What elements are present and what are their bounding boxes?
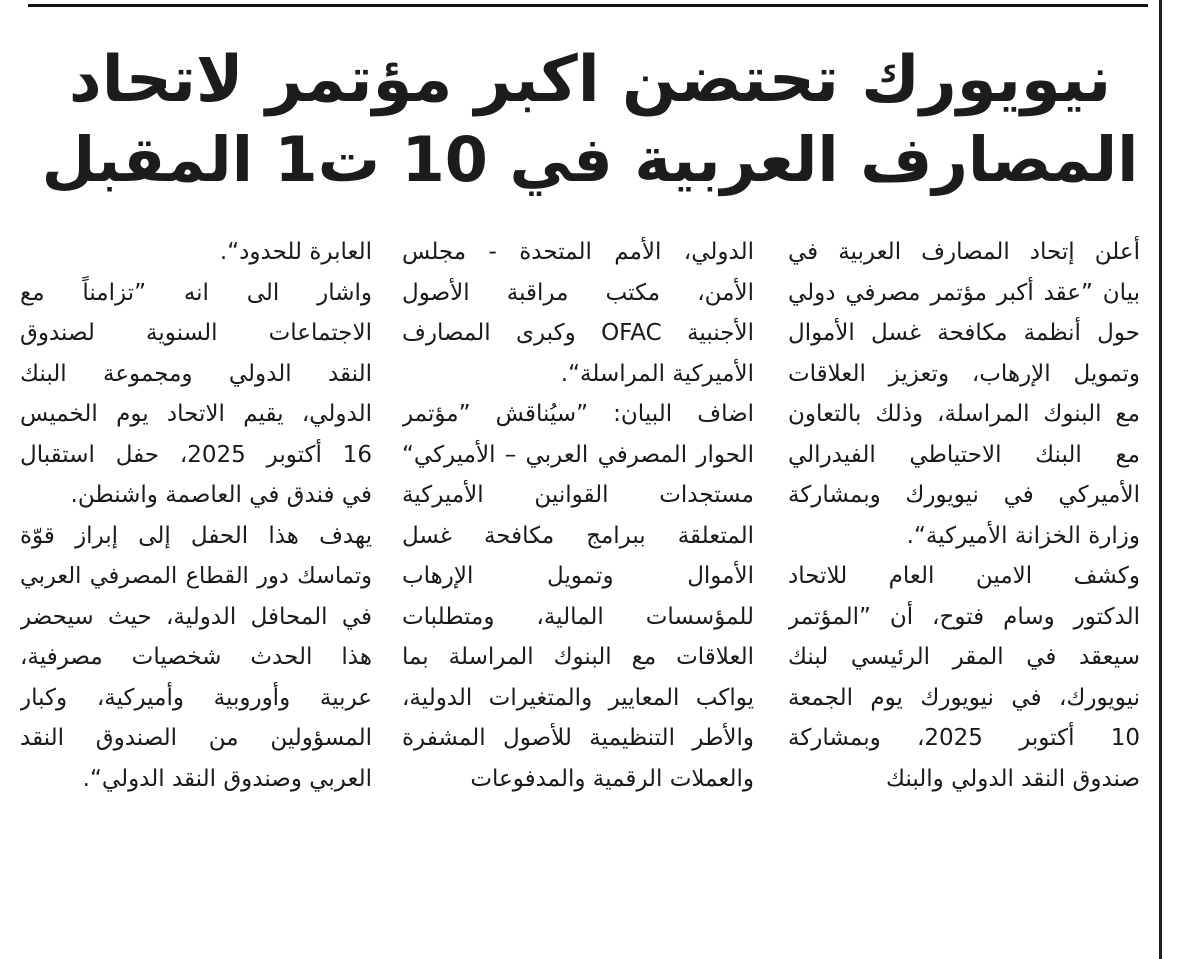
article-line: الاجتماعات السنوية لصندوق bbox=[20, 320, 372, 346]
article-line: 16 أكتوبر 2025، حفل استقبال bbox=[20, 441, 372, 468]
article-line: حول أنظمة مكافحة غسل الأموال bbox=[788, 320, 1140, 346]
article-line: النقد الدولي ومجموعة البنك bbox=[20, 360, 372, 387]
headline bbox=[40, 40, 1140, 200]
article-line: الأميركي في نيويورك وبمشاركة bbox=[788, 482, 1140, 508]
article-line: يواكب المعايير والمتغيرات الدولية، bbox=[402, 684, 754, 711]
article-line: مع البنوك المراسلة، وذلك بالتعاون bbox=[788, 401, 1140, 427]
article-line: واشار الى انه ”تزامناً مع bbox=[20, 279, 372, 306]
article-line: والعملات الرقمية والمدفوعات bbox=[470, 765, 754, 792]
article-line: سيعقد في المقر الرئيسي لبنك bbox=[788, 644, 1140, 670]
article-line: مع البنك الاحتياطي الفيدرالي bbox=[788, 441, 1140, 468]
article-line: للمؤسسات المالية، ومتطلبات bbox=[402, 603, 754, 630]
article-column-3 bbox=[20, 232, 372, 799]
article-line: المتعلقة ببرامج مكافحة غسل bbox=[402, 522, 754, 549]
article-line: وتماسك دور القطاع المصرفي العربي bbox=[20, 563, 372, 589]
article-column-2 bbox=[402, 232, 754, 799]
article-line: اضاف البيان: ”سيُناقش ”مؤتمر bbox=[402, 401, 754, 427]
article-line: المسؤولين من الصندوق النقد bbox=[20, 725, 372, 751]
article-line: وزارة الخزانة الأميركية“. bbox=[906, 522, 1140, 549]
article-line: الأجنبية OFAC وكبرى المصارف bbox=[402, 320, 754, 346]
article-line: 10 أكتوبر 2025، وبمشاركة bbox=[788, 725, 1140, 751]
article-line: الحوار المصرفي العربي – الأميركي“ bbox=[402, 441, 754, 468]
article-line: الأمن، مكتب مراقبة الأصول bbox=[402, 279, 754, 306]
article-line: العابرة للحدود“. bbox=[219, 239, 372, 265]
article-line: الدكتور وسام فتوح، أن ”المؤتمر bbox=[788, 603, 1140, 630]
article-line: الدولي، الأمم المتحدة - مجلس bbox=[402, 239, 754, 265]
article-line: في المحافل الدولية، حيث سيحضر bbox=[20, 603, 372, 630]
article-line: يهدف هذا الحفل إلى إبراز قوّة bbox=[20, 522, 372, 549]
article-line: عربية وأوروبية وأميركية، وكبار bbox=[20, 684, 372, 711]
article-line: والأطر التنظيمية للأصول المشفرة bbox=[402, 725, 754, 751]
article-line: في فندق في العاصمة واشنطن. bbox=[70, 482, 372, 508]
article-column-1 bbox=[788, 232, 1140, 799]
page-edge-rule bbox=[1159, 0, 1162, 959]
headline-line-1: نيويورك تحتضن اكبر مؤتمر لاتحاد bbox=[68, 43, 1112, 117]
article-line: وتمويل الإرهاب، وتعزيز العلاقات bbox=[788, 360, 1140, 387]
headline-line-2: المصارف العربية في 10 ت1 المقبل bbox=[41, 123, 1139, 196]
article-line: العلاقات مع البنوك المراسلة بما bbox=[402, 644, 754, 670]
article-line: نيويورك، في نيويورك يوم الجمعة bbox=[788, 684, 1140, 711]
article-line: وكشف الامين العام للاتحاد bbox=[788, 563, 1140, 589]
article-line: الأموال وتمويل الإرهاب bbox=[402, 563, 754, 589]
article-line: الأميركية المراسلة“. bbox=[560, 360, 754, 387]
article-line: أعلن إتحاد المصارف العربية في bbox=[788, 239, 1140, 265]
article-body bbox=[20, 232, 1148, 892]
article-line: هذا الحدث شخصيات مصرفية، bbox=[20, 644, 372, 670]
article-line: مستجدات القوانين الأميركية bbox=[402, 482, 754, 508]
article-line: صندوق النقد الدولي والبنك bbox=[886, 765, 1140, 792]
article-line: الدولي، يقيم الاتحاد يوم الخميس bbox=[20, 401, 372, 427]
article-line: بيان ”عقد أكبر مؤتمر مصرفي دولي bbox=[788, 279, 1140, 306]
top-rule bbox=[28, 4, 1148, 7]
article-line: العربي وصندوق النقد الدولي“. bbox=[82, 765, 372, 792]
